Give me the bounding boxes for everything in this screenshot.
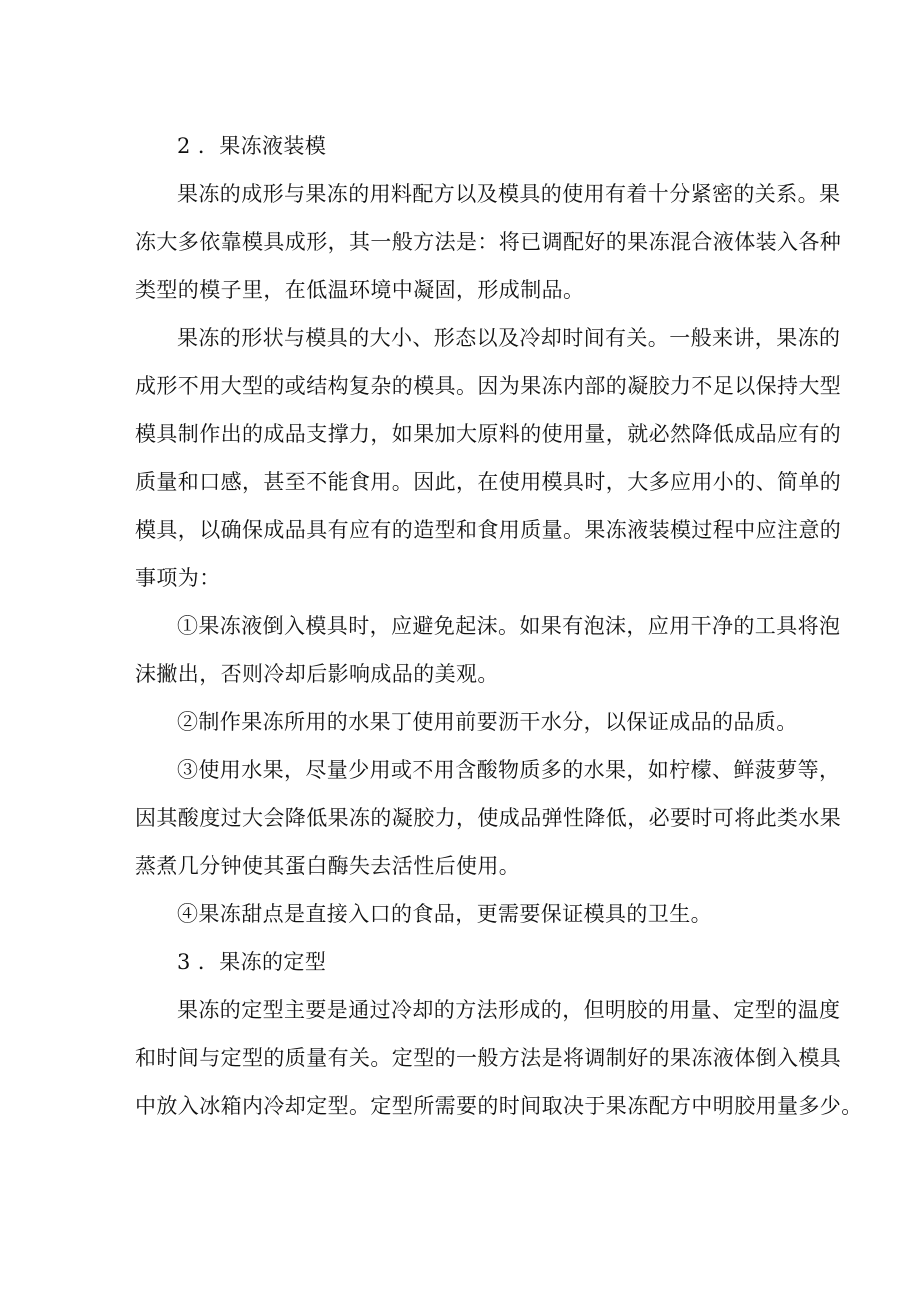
section-heading <box>135 128 790 164</box>
paragraph <box>135 608 841 692</box>
paragraph-line: 质量和口感，甚至不能食用。因此，在使用模具时，大多应用小的、简单的 <box>135 470 842 494</box>
paragraph-line: 事项为： <box>135 566 221 590</box>
paragraph <box>135 752 842 884</box>
paragraph-line: 因其酸度过大会降低果冻的凝胶力，使成品弹性降低，必要时可将此类水果 <box>135 806 842 830</box>
section-heading <box>135 944 790 980</box>
paragraph-line: ④果冻甜点是直接入口的食品，更需要保证模具的卫生。 <box>177 902 712 926</box>
paragraph-line: 类型的模子里，在低温环境中凝固，形成制品。 <box>135 278 585 302</box>
paragraph-line: 中放入冰箱内冷却定型。定型所需要的时间取决于果冻配方中明胶用量多少。 <box>135 1094 863 1118</box>
paragraph-line: 和时间与定型的质量有关。定型的一般方法是将调制好的果冻液体倒入模具 <box>135 1046 842 1070</box>
paragraph-line: 沫撇出，否则冷却后影响成品的美观。 <box>135 662 499 686</box>
paragraph <box>135 896 790 932</box>
paragraph-line: 果冻的成形与果冻的用料配方以及模具的使用有着十分紧密的关系。果 <box>177 182 841 206</box>
paragraph <box>135 704 798 740</box>
paragraph <box>135 992 863 1124</box>
paragraph-line: 成形不用大型的或结构复杂的模具。因为果冻内部的凝胶力不足以保持大型 <box>135 374 842 398</box>
paragraph-line: ③使用水果，尽量少用或不用含酸物质多的水果，如柠檬、鲜菠萝等， <box>177 758 841 782</box>
paragraph-line: 蒸煮几分钟使其蛋白酶失去活性后使用。 <box>135 854 521 878</box>
document-body <box>135 128 863 1136</box>
paragraph-line: 果冻的定型主要是通过冷却的方法形成的，但明胶的用量、定型的温度 <box>177 998 841 1022</box>
heading-text: 3 ．果冻的定型 <box>177 950 327 974</box>
paragraph-line: 冻大多依靠模具成形，其一般方法是：将已调配好的果冻混合液体装入各种 <box>135 230 842 254</box>
paragraph-line: ②制作果冻所用的水果丁使用前要沥干水分，以保证成品的品质。 <box>177 710 798 734</box>
paragraph <box>135 176 842 308</box>
paragraph <box>135 320 842 596</box>
heading-text: 2 ．果冻液装模 <box>177 134 327 158</box>
paragraph-line: 果冻的形状与模具的大小、形态以及冷却时间有关。一般来讲，果冻的 <box>177 326 841 350</box>
paragraph-line: ①果冻液倒入模具时，应避免起沫。如果有泡沫，应用干净的工具将泡 <box>177 614 841 638</box>
paragraph-line: 模具制作出的成品支撑力，如果加大原料的使用量，就必然降低成品应有的 <box>135 422 842 446</box>
paragraph-line: 模具，以确保成品具有应有的造型和食用质量。果冻液装模过程中应注意的 <box>135 518 842 542</box>
